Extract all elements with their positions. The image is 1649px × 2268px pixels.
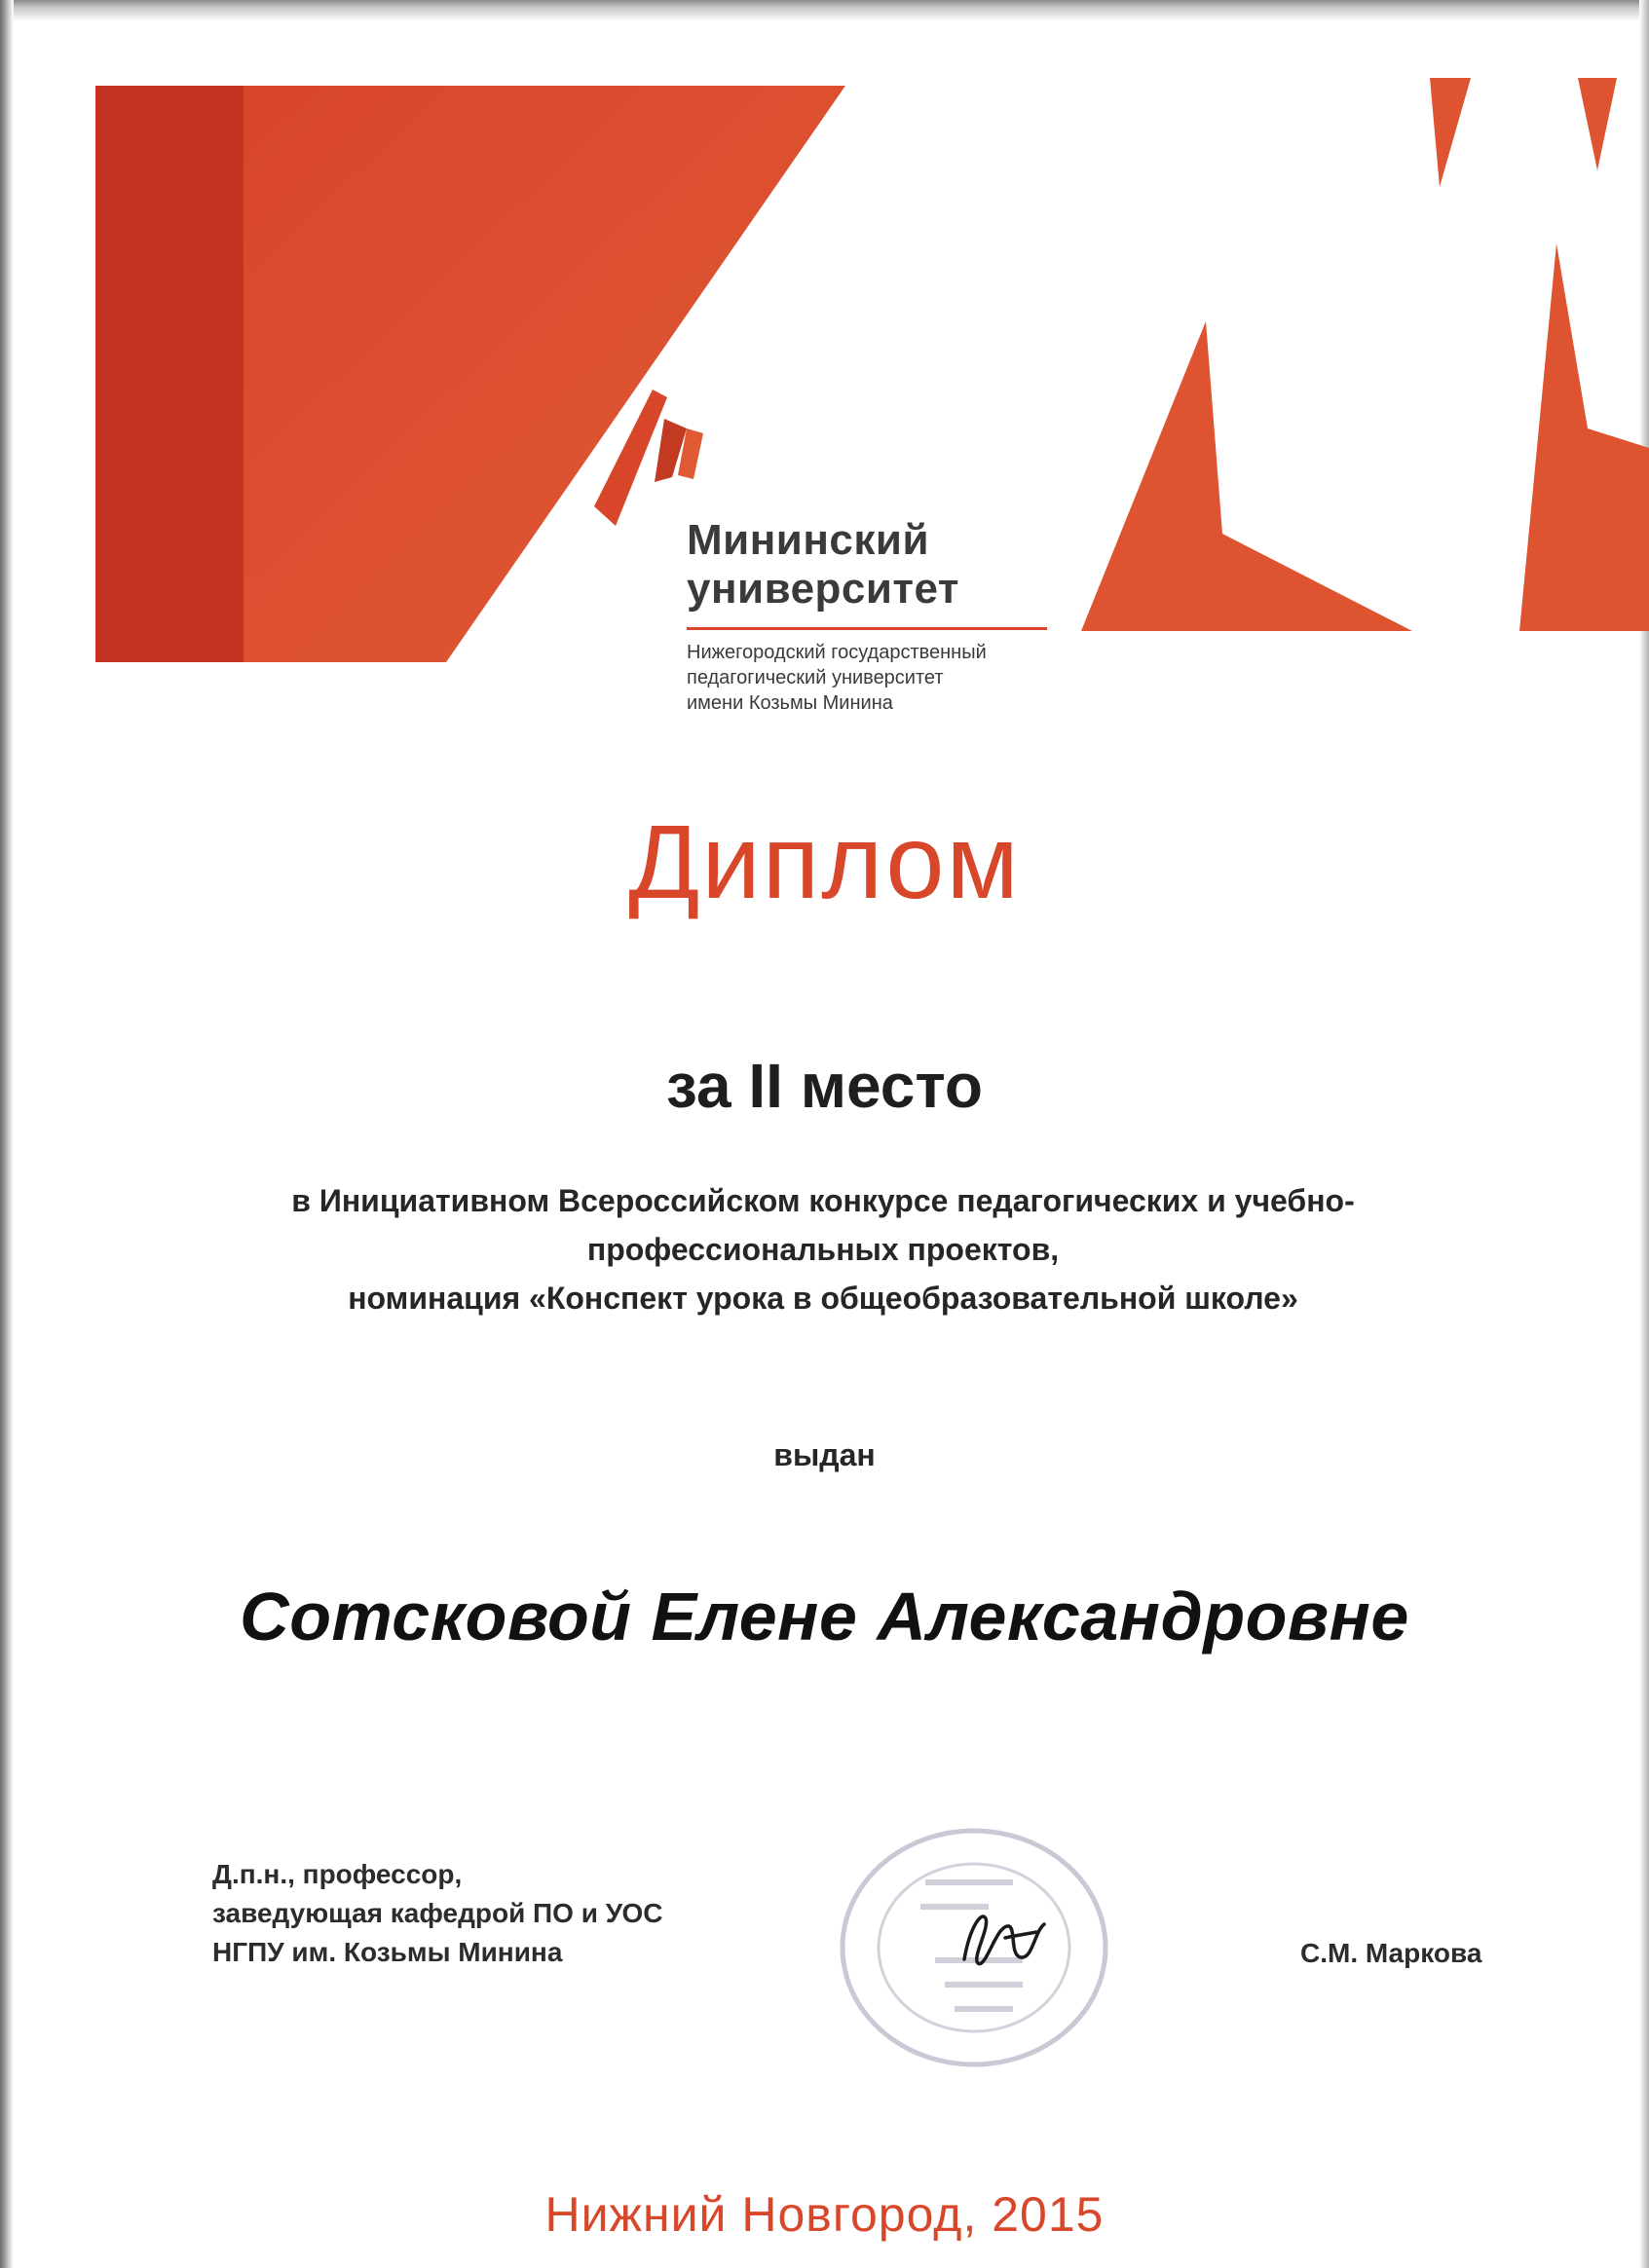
signer-title: [212, 1855, 662, 1972]
banner-arrow: [1081, 321, 1412, 631]
place-heading: за II место: [666, 1051, 983, 1121]
signer-title-line-3: НГПУ им. Козьмы Минина: [212, 1937, 563, 1967]
signature-mark: [964, 1916, 1044, 1964]
signer-name: С.М. Маркова: [1300, 1938, 1482, 1968]
contest-line-2: профессиональных проектов,: [586, 1232, 1060, 1267]
contest-description: [117, 1176, 1529, 1322]
brand-sub-line-1: Нижегородский государственный: [687, 642, 987, 663]
brand-line-1: Мининский: [687, 516, 929, 564]
diploma-title: Диплом: [628, 802, 1021, 920]
brand-sub-line-2: педагогический университет: [687, 667, 944, 688]
signer-title-line-2: заведующая кафедрой ПО и УОС: [212, 1898, 663, 1928]
brand-line-2: университет: [687, 565, 959, 613]
banner-tri-2: [1578, 78, 1617, 170]
banner-right-shape: [1519, 243, 1649, 631]
recipient-name: Сотсковой Елене Александровне: [240, 1579, 1409, 1655]
contest-line-1: в Инициативном Всероссийском конкурсе педагогических и учебно-: [291, 1183, 1355, 1218]
brand-divider: [687, 627, 1047, 630]
official-stamp: [818, 1811, 1130, 2084]
brand-sub-line-3: имени Козьмы Минина: [687, 692, 893, 714]
banner-tri-1: [1430, 78, 1471, 187]
city-year: Нижний Новгород, 2015: [544, 2187, 1105, 2242]
issued-label: выдан: [773, 1437, 876, 1472]
signer-title-line-1: Д.п.н., профессор,: [212, 1859, 463, 1889]
contest-line-3: номинация «Конспект урока в общеобразовательной школе»: [348, 1281, 1298, 1316]
banner-stripe: [95, 86, 244, 662]
stamp-text-marks: [920, 1879, 1023, 2012]
logo-mark-icon: [594, 390, 721, 536]
university-logo: [687, 516, 1047, 716]
